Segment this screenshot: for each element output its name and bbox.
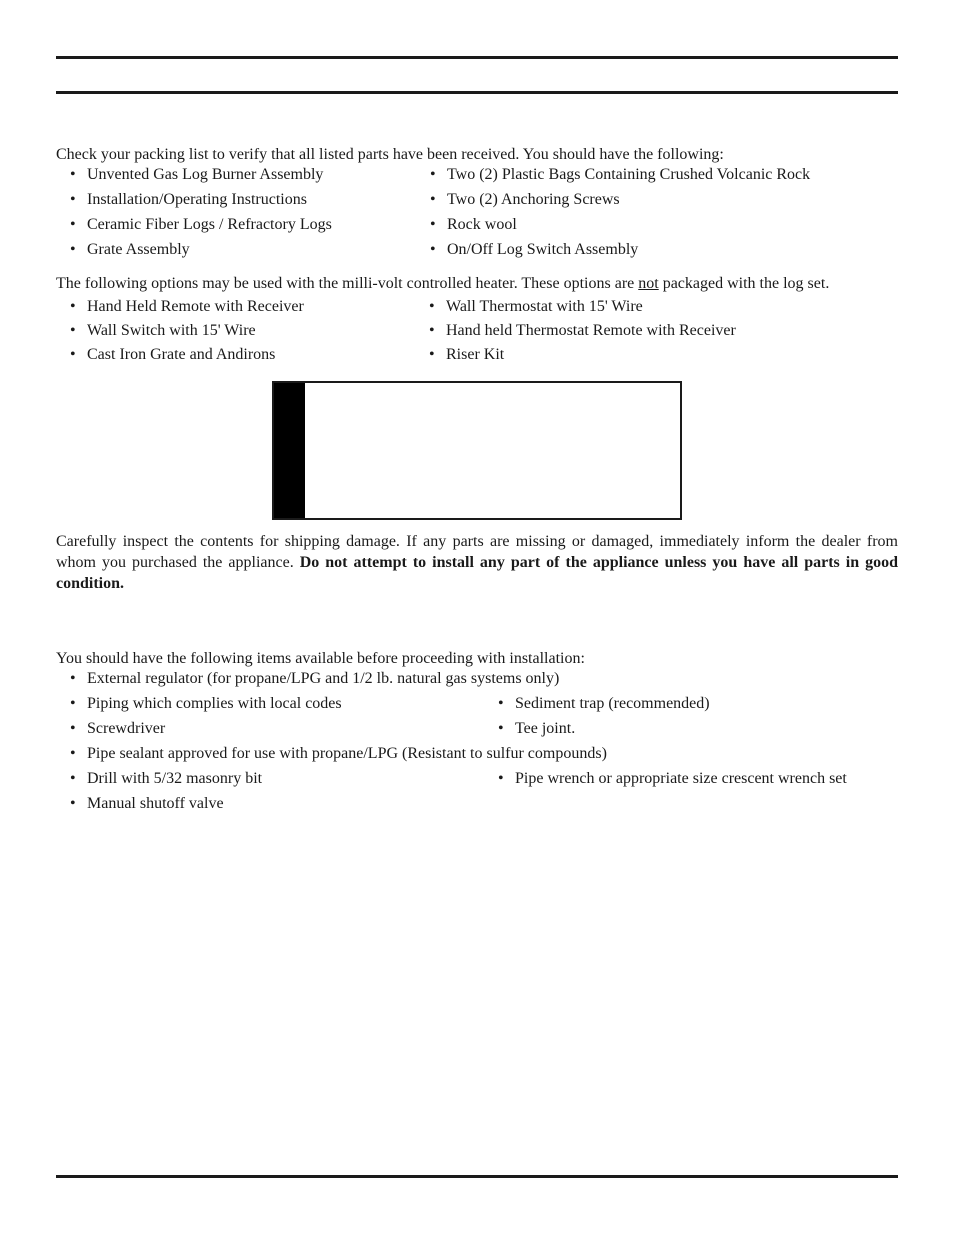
packing-list-right (430, 165, 810, 265)
options-intro (56, 274, 898, 294)
options-list-left (70, 297, 304, 369)
header-top-rule (56, 56, 898, 59)
packing-intro: Check your packing list to verify that all listed parts have been received. You should have the following: (56, 146, 724, 163)
notice-side-bar (274, 383, 305, 518)
list-item: • Ceramic Fiber Logs / Refractory Logs (70, 215, 332, 240)
tools-intro: You should have the following items available before proceeding with installation: (56, 650, 585, 667)
tools-list-right (498, 694, 710, 744)
list-item: • Pipe sealant approved for use with propane/LPG (Resistant to sulfur compounds) (70, 744, 900, 769)
list-item: • Piping which complies with local codes (70, 694, 900, 719)
list-item: • On/Off Log Switch Assembly (430, 240, 810, 265)
tools-list-right-lower (498, 769, 847, 794)
inspection-warning: Do not attempt to install any part of the appliance unless you have all parts in good condition. (56, 554, 899, 592)
options-intro-start: The following options may be used with the milli-volt controlled heater. These options are (56, 275, 639, 292)
inspection-paragraph (56, 531, 898, 594)
list-item: • Riser Kit (429, 345, 736, 369)
list-item: • Two (2) Plastic Bags Containing Crushed Volcanic Rock (430, 165, 810, 190)
list-item: • Tee joint. (498, 719, 710, 744)
options-intro-emphasis: not (638, 275, 659, 292)
inspection-text: Carefully inspect the contents for shipping damage. If any parts are missing or damaged, immediately inform the dealer from whom you purchased the appliance. (56, 533, 898, 571)
list-item: • Pipe wrench or appropriate size crescent wrench set (498, 769, 847, 794)
list-item: • Rock wool (430, 215, 810, 240)
list-item: • Two (2) Anchoring Screws (430, 190, 810, 215)
notice-box (272, 381, 682, 520)
list-item: • Wall Thermostat with 15' Wire (429, 297, 736, 321)
footer-rule (56, 1175, 898, 1178)
list-item: • Drill with 5/32 masonry bit (70, 769, 900, 794)
list-item: • Manual shutoff valve (70, 794, 900, 819)
header-bottom-rule (56, 91, 898, 94)
tools-list (70, 669, 900, 819)
list-item: • Hand held Thermostat Remote with Receiver (429, 321, 736, 345)
list-item: • Grate Assembly (70, 240, 332, 265)
list-item: • Installation/Operating Instructions (70, 190, 332, 215)
options-list-right (429, 297, 736, 369)
options-intro-end: packaged with the log set. (658, 275, 830, 292)
list-item: • Wall Switch with 15' Wire (70, 321, 304, 345)
list-item: • Cast Iron Grate and Andirons (70, 345, 304, 369)
list-item: • Hand Held Remote with Receiver (70, 297, 304, 321)
list-item: • Screwdriver (70, 719, 900, 744)
packing-list-left (70, 165, 332, 265)
list-item: • External regulator (for propane/LPG and 1/2 lb. natural gas systems only) (70, 669, 900, 694)
list-item: • Unvented Gas Log Burner Assembly (70, 165, 332, 190)
list-item: • Sediment trap (recommended) (498, 694, 710, 719)
